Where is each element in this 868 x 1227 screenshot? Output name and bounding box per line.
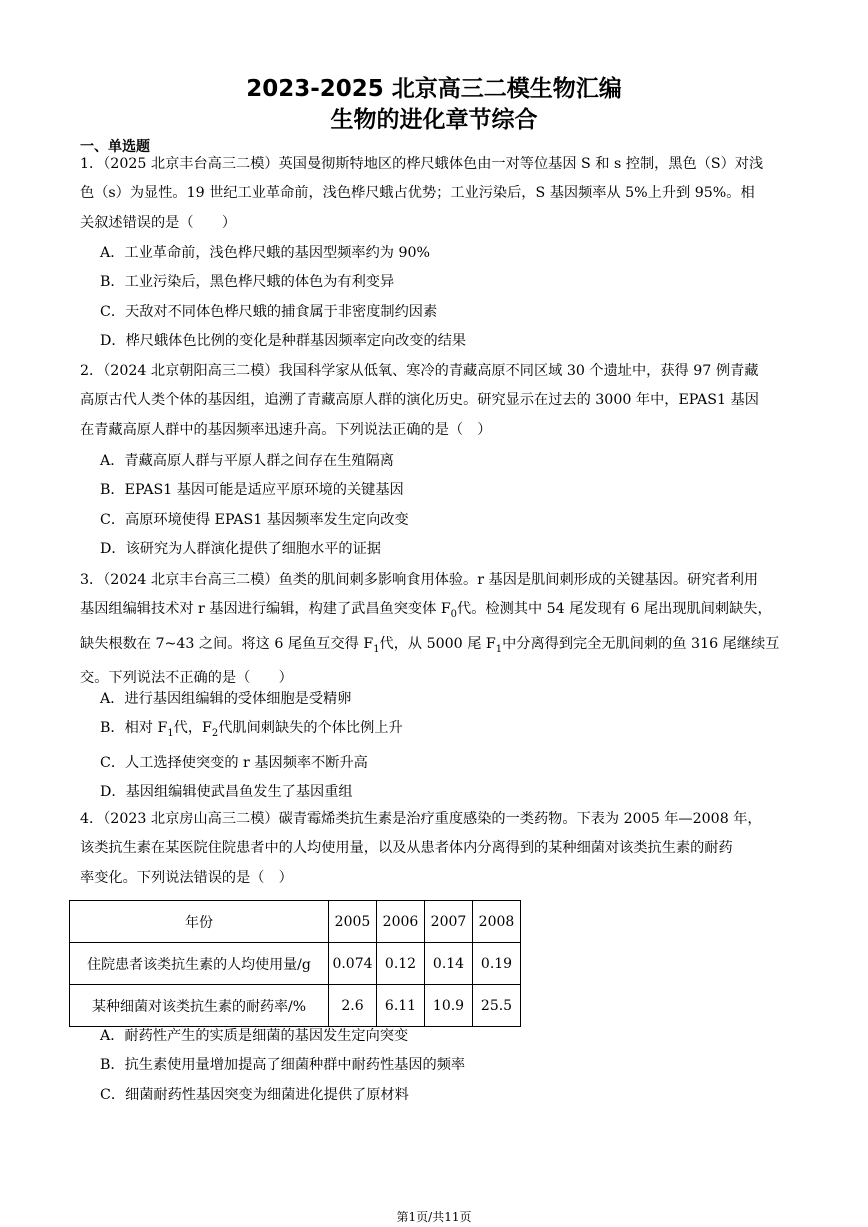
table-cell: 住院患者该类抗生素的人均使用量/g [70, 943, 329, 985]
table-header-cell: 2007 [425, 901, 473, 943]
question-line: 4．（2023 北京房山高三二模）碳青霉烯类抗生素是治疗重度感染的一类药物。下表为 2005 年—2008 年， [80, 811, 762, 827]
question-line: 色（s）为显性。19 世纪工业革命前，浅色桦尺蛾占优势；工业污染后，S 基因频率从 5%上升到 95%。相 [80, 185, 755, 202]
page-number: 第1页/共11页 [396, 1210, 472, 1224]
question-4-options [100, 1022, 790, 1110]
option-c: C．天敌对不同体色桦尺蛾的捕食属于非密度制约因素 [100, 303, 438, 320]
question-line: 交。下列说法不正确的是（ ） [80, 669, 293, 686]
table-cell: 2.6 [329, 985, 377, 1027]
option-a: A．进行基因组编辑的受体细胞是受精卵 [100, 691, 352, 707]
table-cell: 0.12 [377, 943, 425, 985]
option-d: D．基因组编辑使武昌鱼发生了基因重组 [100, 784, 353, 801]
option-b: B．EPAS1 基因可能是适应平原环境的关键基因 [100, 482, 404, 499]
question-line: 关叙述错误的是（ ） [80, 214, 237, 231]
option-b: B．工业污染后，黑色桦尺蛾的体色为有利变异 [100, 274, 395, 291]
question-line: 率变化。下列说法错误的是（ ） [80, 869, 293, 886]
question-4-stem [80, 805, 788, 893]
option-a: A．耐药性产生的实质是细菌的基因发生定向突变 [100, 1028, 409, 1044]
question-line: 3．（2024 北京丰台高三二模）鱼类的肌间刺多影响食用体验。r 基因是肌间刺形成的关键基因。研究者利用 [80, 572, 759, 588]
table-header-row [70, 901, 521, 943]
table-row [70, 985, 521, 1027]
table-cell: 0.19 [473, 943, 521, 985]
question-line: 高原古代人类个体的基因组，追溯了青藏高原人群的演化历史。研究显示在过去的 3000 年中，EPAS1 基因 [80, 392, 759, 409]
table-cell: 6.11 [377, 985, 425, 1027]
table-cell: 某种细菌对该类抗生素的耐药率/% [70, 985, 329, 1027]
option-c: C．高原环境使得 EPAS1 基因频率发生定向改变 [100, 511, 409, 528]
question-line: 在青藏高原人群中的基因频率迅速升高。下列说法正确的是（ ） [80, 421, 492, 438]
table-cell: 0.074 [329, 943, 377, 985]
option-a: A．工业革命前，浅色桦尺蛾的基因型频率约为 90% [100, 245, 431, 261]
option-a: A．青藏高原人群与平原人群之间存在生殖隔离 [100, 453, 394, 469]
question-2-options [100, 447, 790, 565]
option-c: C．细菌耐药性基因突变为细菌进化提供了原材料 [100, 1086, 409, 1103]
table-header-cell: 2008 [473, 901, 521, 943]
table-cell: 25.5 [473, 985, 521, 1027]
option-b: B．抗生素使用量增加提高了细菌种群中耐药性基因的频率 [100, 1057, 466, 1074]
question-2-stem [80, 357, 788, 445]
option-b: B．相对 $F_1$代，$F_2$代肌间刺缺失的个体比例上升 [100, 720, 403, 740]
table-cell: 10.9 [425, 985, 473, 1027]
question-line: 缺失根数在 7~43 之间。将这 6 尾鱼互交得 $F_1$代，从 5000 尾 $F_1$中分离得到完全无肌间刺的鱼 316 尾继续互 [80, 635, 780, 655]
question-line: 1．（2025 北京丰台高三二模）英国曼彻斯特地区的桦尺蛾体色由一对等位基因 S 和 s 控制，黑色（S）对浅 [80, 156, 764, 172]
table-header-cell: 2005 [329, 901, 377, 943]
question-line: 该类抗生素在某医院住院患者中的人均使用量，以及从患者体内分离得到的某种细菌对该类抗生素的耐药 [80, 840, 733, 857]
option-d: D．桦尺蛾体色比例的变化是种群基因频率定向改变的结果 [100, 333, 467, 350]
question-line: 基因组编辑技术对 r 基因进行编辑，构建了武昌鱼突变体 $F_0$代。检测其中 54 尾发现有 6 尾出现肌间刺缺失， [80, 601, 772, 621]
data-table [69, 900, 521, 1027]
question-3-options [100, 685, 790, 807]
table-header-cell: 年份 [70, 901, 329, 943]
option-c: C．人工选择使突变的 r 基因频率不断升高 [100, 754, 368, 771]
section-heading: 一、单选题 [80, 139, 150, 155]
doc-subtitle: 生物的进化章节综合 [330, 107, 538, 133]
doc-title: 2023-2025 北京高三二模生物汇编 [246, 76, 622, 102]
question-line: 2．（2024 北京朝阳高三二模）我国科学家从低氧、寒冷的青藏高原不同区域 30 个遗址中，获得 97 例青藏 [80, 363, 759, 379]
question-3-stem [80, 566, 788, 693]
question-1-stem [80, 150, 788, 238]
table-header-cell: 2006 [377, 901, 425, 943]
table-cell: 0.14 [425, 943, 473, 985]
option-d: D．该研究为人群演化提供了细胞水平的证据 [100, 541, 381, 558]
question-1-options [100, 239, 790, 357]
table-row [70, 943, 521, 985]
